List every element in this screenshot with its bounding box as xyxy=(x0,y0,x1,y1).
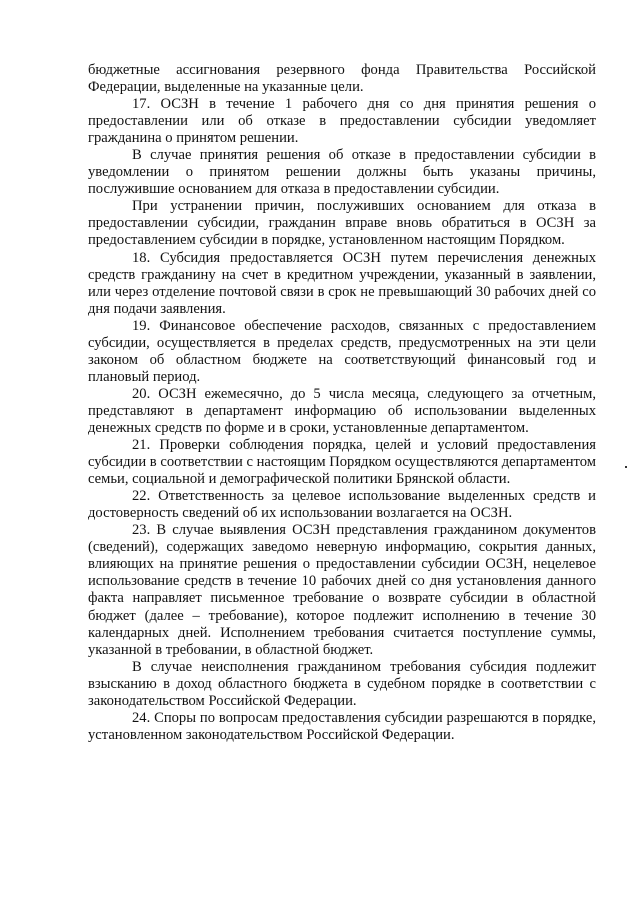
paragraph-24: 24. Споры по вопросам предоставления субсидии разрешаются в порядке, установленном законодательством Российской Федерации. xyxy=(88,709,596,743)
paragraph-19: 19. Финансовое обеспечение расходов, связанных с предоставлением субсидии, осуществляется в пределах средств, предусмотренных на эти цели законом об областном бюджете на соответствующий финансовый год и плановый период. xyxy=(88,317,596,385)
paragraph-17-refusal: В случае принятия решения об отказе в предоставлении субсидии в уведомлении о принятом решении должны быть указаны причины, послужившие основанием для отказа в предоставлении субсидии. xyxy=(88,147,596,198)
paragraph-16-continuation: бюджетные ассигнования резервного фонда Правительства Российской Федерации, выделенные на указанные цели. xyxy=(88,62,596,96)
paragraph-23-recovery: В случае неисполнения гражданином требования субсидия подлежит взысканию в доход областного бюджета в судебном порядке в соответствии с законодательством Российской Федерации. xyxy=(88,658,596,709)
paragraph-17-reapply: При устранении причин, послуживших основанием для отказа в предоставлении субсидии, гражданин вправе вновь обратиться в ОСЗН за предоставлением субсидии в порядке, установленном настоящим Порядком. xyxy=(88,198,596,249)
scan-speck xyxy=(625,466,627,468)
paragraph-22: 22. Ответственность за целевое использование выделенных средств и достоверность сведений об их использовании возлагается на ОСЗН. xyxy=(88,488,596,522)
paragraph-20: 20. ОСЗН ежемесячно, до 5 числа месяца, следующего за отчетным, представляют в департамент информацию об использовании выделенных денежных средств по форме и в сроки, установленные департаментом. xyxy=(88,385,596,436)
paragraph-18: 18. Субсидия предоставляется ОСЗН путем перечисления денежных средств гражданину на счет в кредитном учреждении, указанный в заявлении, или через отделение почтовой связи в срок не превышающий 30 рабочих дней со дня подачи заявления. xyxy=(88,249,596,317)
paragraph-23: 23. В случае выявления ОСЗН представления гражданином документов (сведений), содержащих заведомо неверную информацию, сокрытия данных, влияющих на принятие решения о предоставлении субсидии ОСЗН, нецелевое использование средств в течение 10 рабочих дней со дня установления данного факта направляет письменное требование о возврате субсидии в областной бюджет (далее – требование), которое подлежит исполнению в течение 30 календарных дней. Исполнением требования считается поступление суммы, указанной в требовании, в областной бюджет. xyxy=(88,522,596,658)
paragraph-21: 21. Проверки соблюдения порядка, целей и условий предоставления субсидии в соответствии с настоящим Порядком осуществляются департаментом семьи, социальной и демографической политики Брянской области. xyxy=(88,437,596,488)
paragraph-17: 17. ОСЗН в течение 1 рабочего дня со дня принятия решения о предоставлении или об отказе в предоставлении субсидии уведомляет гражданина о принятом решении. xyxy=(88,96,596,147)
document-page xyxy=(88,62,596,744)
